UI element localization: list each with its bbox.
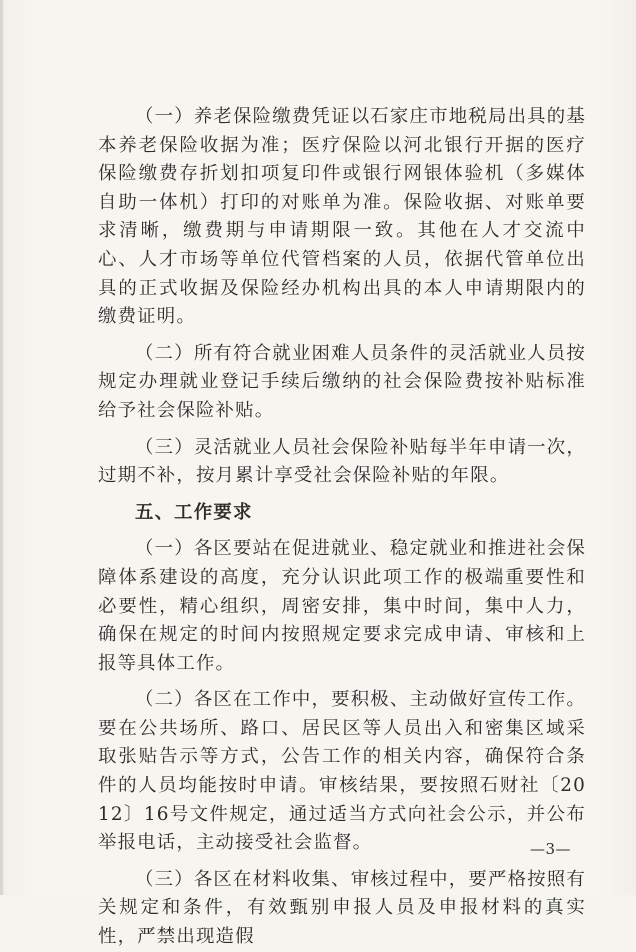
paragraph-gap	[98, 678, 586, 686]
paragraph-requirement-1: （一）各区要站在促进就业、稳定就业和推进社会保障体系建设的高度，充分认识此项工作的极端重要性和必要性，精心组织，周密安排，集中时间，集中人力，确保在规定的时间内按照规定要求完成申请、审核和上报等具体工作。	[98, 538, 586, 674]
paragraph-application-period: （三）灵活就业人员社会保险补贴每半年申请一次，过期不补，按月累计享受社会保险补贴的年限。	[98, 436, 586, 487]
section-heading: 五、工作要求	[135, 501, 253, 523]
page-edge	[0, 0, 3, 895]
paragraph-gap	[98, 491, 586, 499]
page-number: —3—	[530, 840, 572, 858]
paragraph-insurance-proof: （一）养老保险缴费凭证以石家庄市地税局出具的基本养老保险收据为准；医疗保险以河北银行开据的医疗保险缴费存折划扣项复印件或银行网银体验机（多媒体自助一体机）打印的对账单为准。保险收据、对账单要求清晰，缴费期与申请期限一致。其他在人才交流中心、人才市场等单位代管档案的人员，依据代管单位出具的正式收据及保险经办机构出具的本人申请期限内的缴费证明。	[98, 106, 586, 328]
paragraph-gap	[98, 858, 586, 866]
document-body	[98, 103, 586, 952]
paragraph-gap	[98, 332, 586, 340]
paragraph-gap	[98, 527, 586, 535]
paragraph-gap	[98, 426, 586, 434]
paragraph-requirement-3: （三）各区在材料收集、审核过程中，要严格按照有关规定和条件，有效甄别申报人员及申报材料的真实性，严禁出现造假	[98, 868, 586, 948]
paragraph-requirement-2: （二）各区在工作中，要积极、主动做好宣传工作。要在公共场所、路口、居民区等人员出入和密集区域采取张贴告示等方式，公告工作的相关内容，确保符合条件的人员均能按时申请。审核结果，要按照石财社〔2012〕16号文件规定，通过适当方式向社会公示，并公布举报电话，主动接受社会监督。	[98, 689, 586, 854]
paragraph-eligible-subsidy: （二）所有符合就业困难人员条件的灵活就业人员按规定办理就业登记手续后缴纳的社会保险费按补贴标准给予社会保险补贴。	[98, 342, 586, 421]
